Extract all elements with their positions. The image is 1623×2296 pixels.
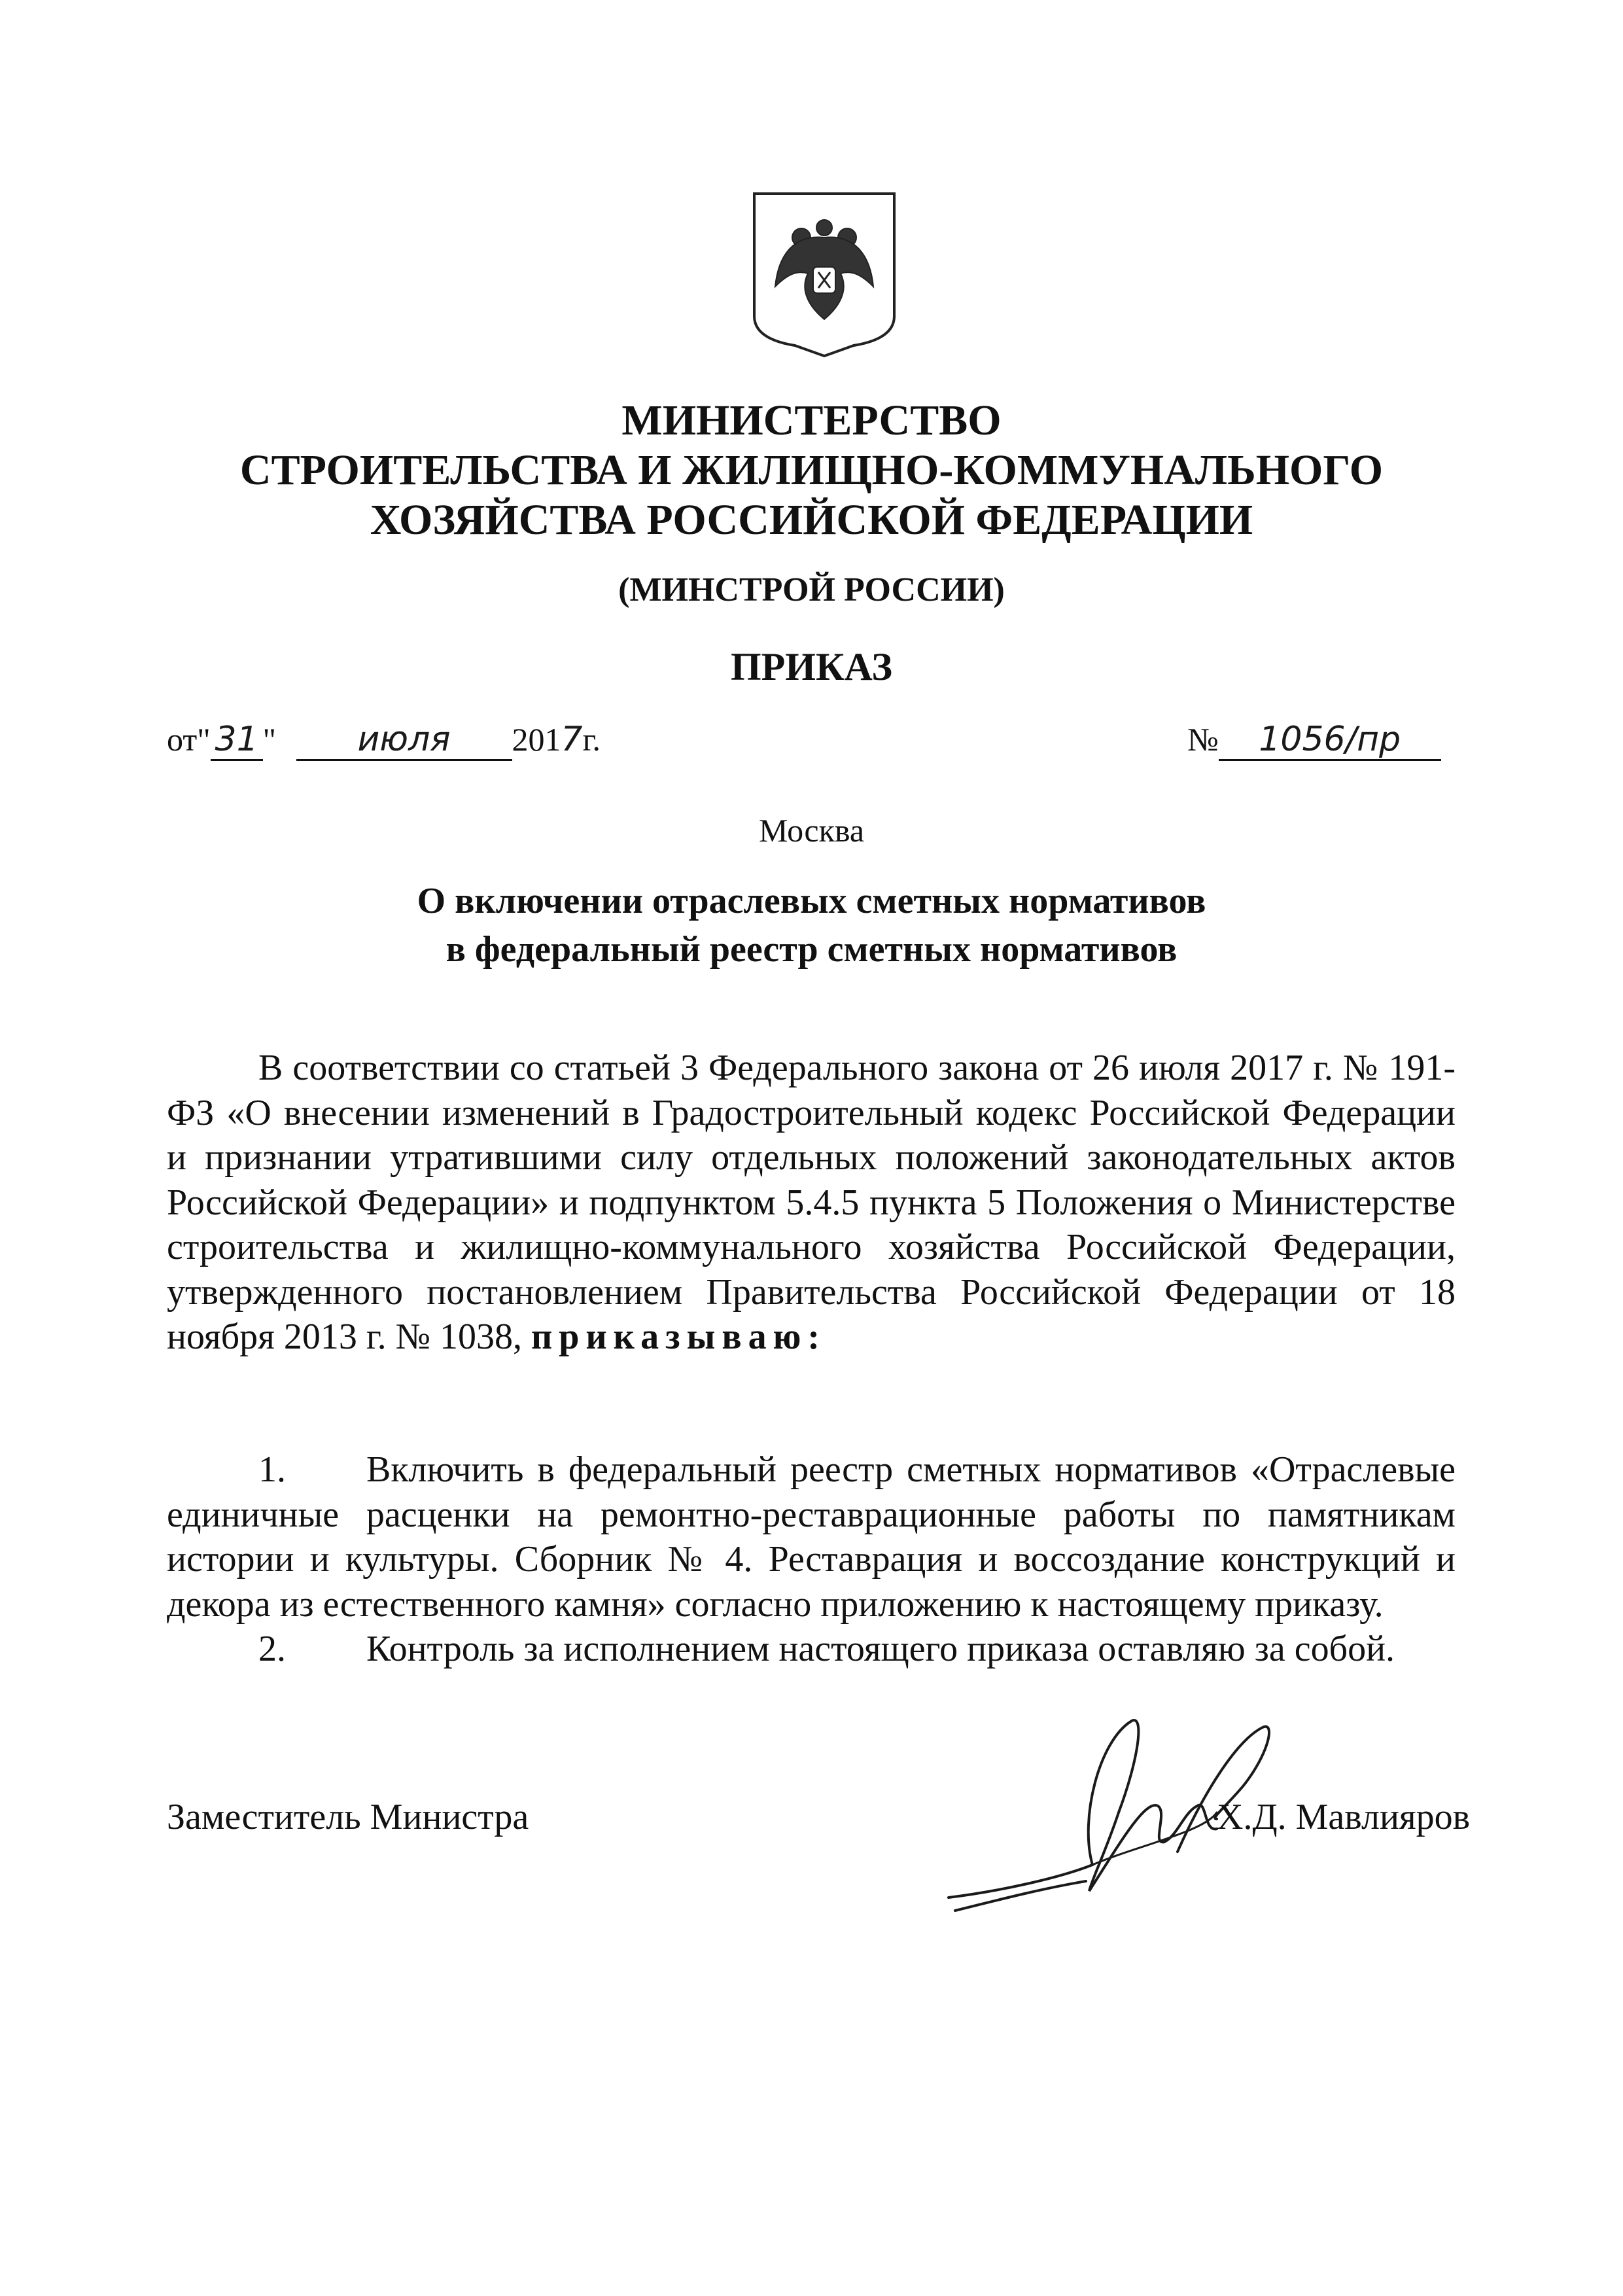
preamble xyxy=(167,1046,1456,1360)
date-open-quote: " xyxy=(197,721,211,758)
date-prefix: от xyxy=(167,721,198,758)
date-year-prefix: 201 xyxy=(512,721,561,758)
item-text: Включить в федеральный реестр сметных нормативов «Отраслевые единичные расценки на ремонтно-реставрационные работы по памятникам истории и культуры. Сборник № 4. Реставрация и воссоздание конструкций и декора из естественного камня» согласно приложению к настоящему приказу. xyxy=(167,1449,1456,1625)
date-year-suffix: г. xyxy=(582,721,601,758)
ministry-name xyxy=(0,396,1623,545)
preamble-text: В соответствии со статьей 3 Федерального закона от 26 июля 2017 г. № 191-ФЗ «О внесении изменений в Градостроительный кодекс Российской Федерации и признании утратившими силу отдельных положений законодательных актов Российской Федерации» и подпунктом 5.4.5 пункта 5 Положения о Министерстве строительства и жилищно-коммунального хозяйства Российской Федерации, утвержденного постановлением Правительства Российской Федерации от 18 ноября 2013 г. № 1038, xyxy=(167,1048,1456,1357)
ministry-line: МИНИСТЕРСТВО xyxy=(621,397,1002,444)
item-number: 2. xyxy=(258,1629,286,1669)
coat-of-arms xyxy=(749,188,899,359)
order-number xyxy=(1187,720,1441,761)
title-line: в федеральный реестр сметных нормативов xyxy=(445,929,1178,970)
order-word: приказываю: xyxy=(531,1316,827,1357)
document-title xyxy=(0,877,1623,974)
date-month: июля xyxy=(296,720,512,761)
date-day: 31 xyxy=(211,720,263,761)
ministry-line: СТРОИТЕЛЬСТВА И ЖИЛИЩНО-КОММУНАЛЬНОГО xyxy=(239,446,1384,494)
number-label: № xyxy=(1187,721,1219,758)
city: Москва xyxy=(758,812,865,849)
date-year-digit: 7 xyxy=(561,720,583,759)
date-close-quote: " xyxy=(262,721,277,758)
title-line: О включении отраслевых сметных нормативов xyxy=(417,881,1206,921)
ministry-line: ХОЗЯЙСТВА РОССИЙСКОЙ ФЕДЕРАЦИИ xyxy=(370,496,1253,544)
item-text: Контроль за исполнением настоящего приказа оставляю за собой. xyxy=(366,1629,1395,1669)
document-type: ПРИКАЗ xyxy=(730,645,892,688)
order-item xyxy=(167,1447,1456,1627)
item-number: 1. xyxy=(258,1449,286,1490)
signatory-name: Х.Д. Мавлияров xyxy=(1217,1797,1471,1837)
russian-coat-of-arms-icon xyxy=(749,188,899,359)
number-value: 1056/пр xyxy=(1219,720,1441,761)
order-item xyxy=(167,1627,1456,1672)
dateline xyxy=(167,720,1462,772)
ministry-short-name: (МИНСТРОЙ РОССИИ) xyxy=(618,571,1005,609)
signatory-position: Заместитель Министра xyxy=(167,1797,529,1837)
